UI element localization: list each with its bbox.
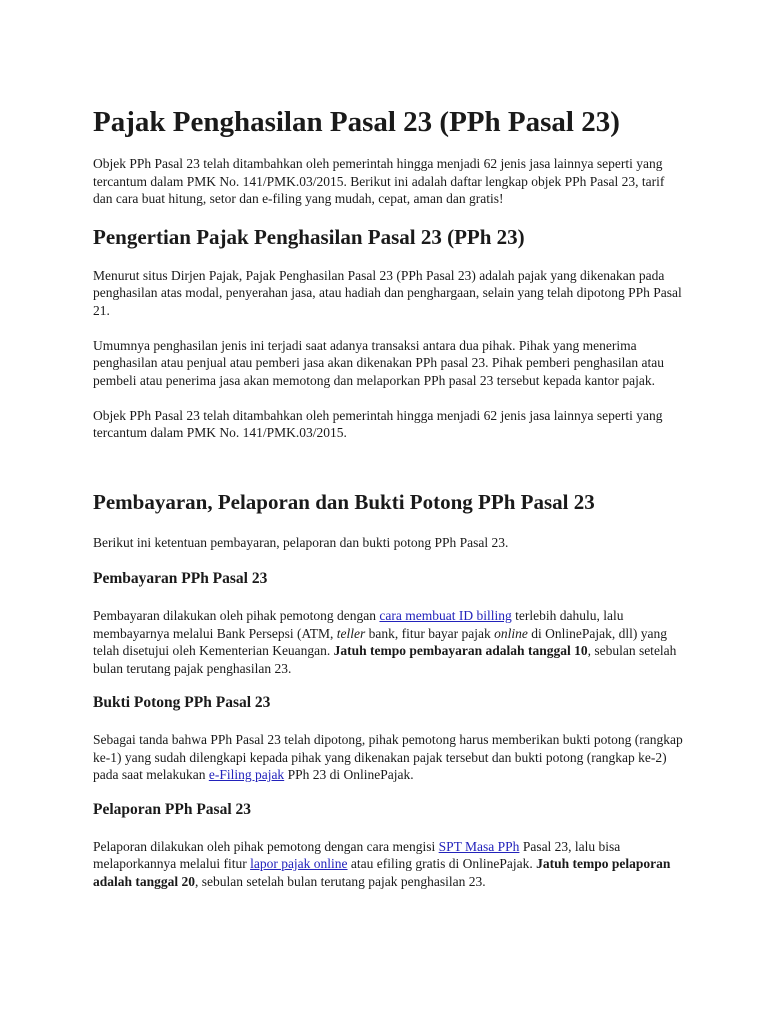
subheading-bukti-potong: Bukti Potong PPh Pasal 23 xyxy=(93,694,271,711)
subheading-pelaporan: Pelaporan PPh Pasal 23 xyxy=(93,800,252,818)
bukti-potong-paragraph xyxy=(93,731,683,784)
text-run: , sebulan setelah bulan terutang pajak penghasilan 23. xyxy=(93,643,677,676)
intro-paragraph: Objek PPh Pasal 23 telah ditambahkan oleh pemerintah hingga menjadi 62 jenis jasa lainnya seperti yang tercantum dalam PMK No. 141/PMK.03/2015. Berikut ini adalah daftar lengkap objek PPh Pasal 23, tarif dan cara buat hitung, setor dan e-filing yang mudah, cepat, aman dan gratis! xyxy=(93,156,665,206)
pengertian-paragraph-3: Objek PPh Pasal 23 telah ditambahkan oleh pemerintah hingga menjadi 62 jenis jasa lainnya seperti yang tercantum dalam PMK No. 141/PMK.03/2015. xyxy=(93,407,663,440)
text-run: Pembayaran dilakukan oleh pihak pemotong dengan xyxy=(93,608,380,623)
text-run: PPh 23 di OnlinePajak. xyxy=(284,767,414,782)
page-title: Pajak Penghasilan Pasal 23 (PPh Pasal 23) xyxy=(93,106,620,138)
text-run: di OnlinePajak, dll) yang telah disetujui oleh Kementerian Keuangan. xyxy=(93,625,668,658)
e-filing-pajak-link[interactable]: e-Filing pajak xyxy=(208,767,285,782)
text-run: Pasal 23, lalu bisa melaporkannya melalui fitur xyxy=(93,838,621,871)
pengertian-paragraph-2: Umumnya penghasilan jenis ini terjadi saat adanya transaksi antara dua pihak. Pihak yang menerima penghasilan atau penjual atau pemberi jasa akan dikenakan PPh pasal 23. Pihak pemberi penghasilan atau pembeli atau penerima jasa akan memotong dan melaporkan PPh pasal 23 tersebut kepada kantor pajak. xyxy=(93,337,664,388)
section-heading-pengertian: Pengertian Pajak Penghasilan Pasal 23 (PPh 23) xyxy=(93,224,525,249)
subheading-pembayaran: Pembayaran PPh Pasal 23 xyxy=(93,570,268,587)
spt-masa-pph-link[interactable]: SPT Masa PPh xyxy=(438,838,520,854)
pembayaran-paragraph xyxy=(93,607,683,677)
section2-intro-paragraph: Berikut ini ketentuan pembayaran, pelaporan dan bukti potong PPh Pasal 23. xyxy=(93,534,509,550)
pelaporan-paragraph xyxy=(93,838,683,891)
lapor-pajak-online-link[interactable]: lapor pajak online xyxy=(250,856,348,871)
text-run: atau efiling gratis di OnlinePajak. xyxy=(347,856,537,871)
document-page xyxy=(93,104,683,890)
italic-text: teller xyxy=(336,625,366,641)
text-run: Sebagai tanda bahwa PPh Pasal 23 telah dipotong, pihak pemotong harus memberikan bukti potong (rangkap ke-1) yang sudah dilengkapi kepada pihak yang dikenakan pajak tersebut dan bukti potong (rangkap ke-2) pada saat melakukan xyxy=(93,732,683,782)
pengertian-paragraph-1: Menurut situs Dirjen Pajak, Pajak Penghasilan Pasal 23 (PPh Pasal 23) adalah pajak yang dikenakan pada penghasilan atas modal, penyerahan jasa, atau hadiah dan penghargaan, selain yang telah dipotong PPh Pasal 21. xyxy=(93,267,682,318)
text-run: bank, fitur bayar pajak xyxy=(365,625,495,641)
text-run: terlebih dahulu, lalu membayarnya melalui Bank Persepsi (ATM, xyxy=(93,608,624,641)
text-run: , sebulan setelah bulan terutang pajak penghasilan 23. xyxy=(195,873,486,889)
bold-text: Jatuh tempo pelaporan adalah tanggal 20 xyxy=(93,856,671,889)
italic-text: online xyxy=(494,625,528,641)
id-billing-link[interactable]: cara membuat ID billing xyxy=(379,608,512,623)
text-run: Pelaporan dilakukan oleh pihak pemotong dengan cara mengisi xyxy=(93,838,439,854)
section-heading-pembayaran-pelaporan: Pembayaran, Pelaporan dan Bukti Potong PPh Pasal 23 xyxy=(93,489,595,514)
bold-text: Jatuh tempo pembayaran adalah tanggal 10 xyxy=(333,643,588,658)
